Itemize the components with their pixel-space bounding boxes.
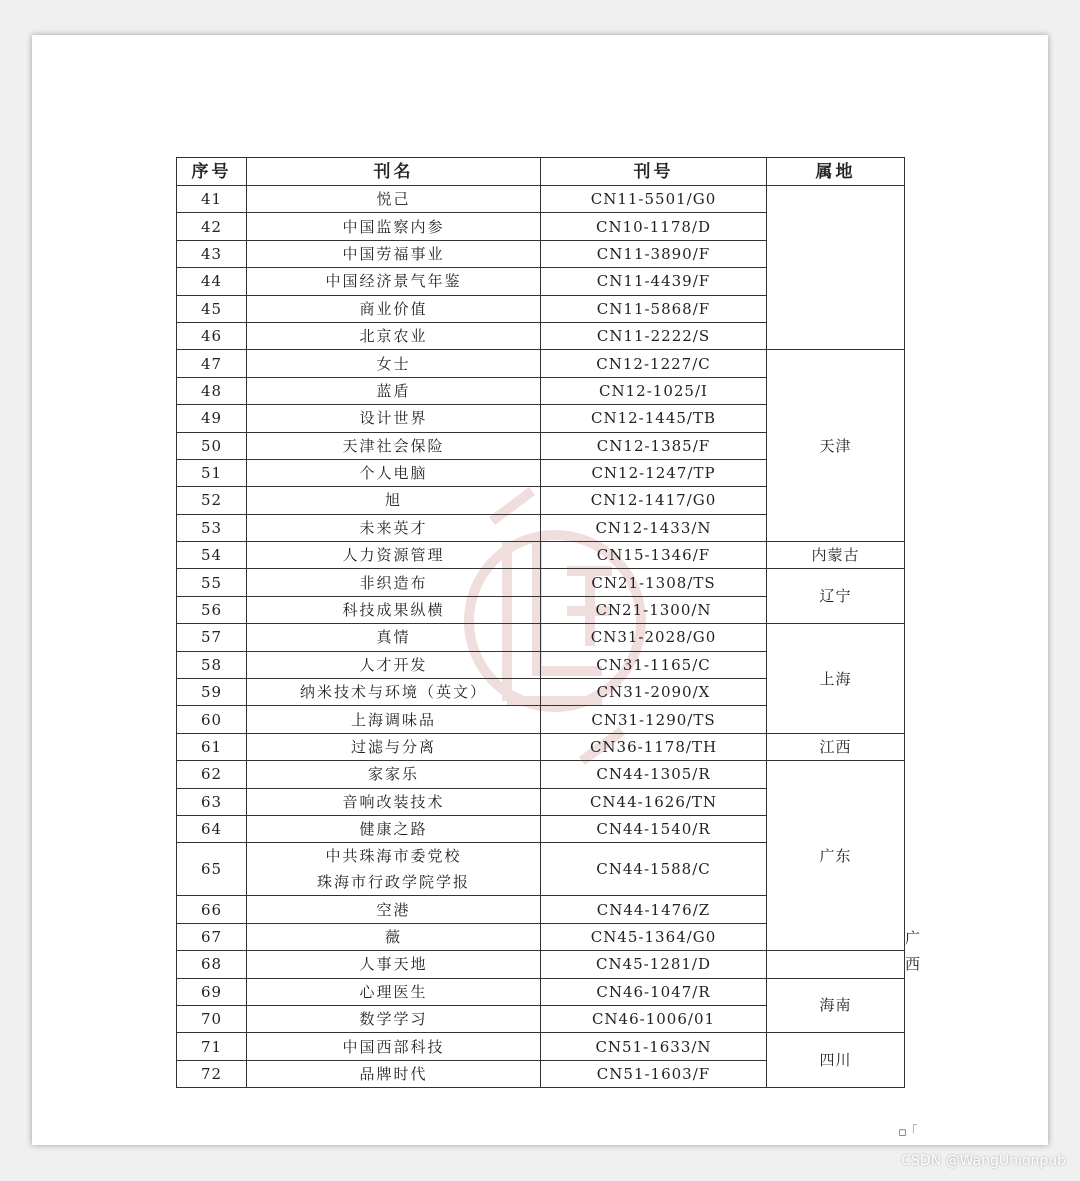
cell-serial: 56 bbox=[177, 596, 247, 623]
cell-issn: CN44-1305/R bbox=[541, 761, 767, 788]
cell-serial: 51 bbox=[177, 459, 247, 486]
cell-region: 江西 bbox=[767, 733, 905, 760]
cell-issn: CN45-1364/G0 bbox=[541, 923, 767, 950]
cell-issn: CN21-1300/N bbox=[541, 596, 767, 623]
table-row bbox=[177, 542, 905, 569]
cell-region: 内蒙古 bbox=[767, 542, 905, 569]
cell-serial: 58 bbox=[177, 651, 247, 678]
cell-serial: 48 bbox=[177, 377, 247, 404]
cell-issn: CN31-2090/X bbox=[541, 679, 767, 706]
cell-region: 四川 bbox=[767, 1033, 905, 1088]
cell-issn: CN36-1178/TH bbox=[541, 733, 767, 760]
cell-serial: 64 bbox=[177, 815, 247, 842]
cell-serial: 71 bbox=[177, 1033, 247, 1060]
cell-issn: CN31-1290/TS bbox=[541, 706, 767, 733]
cell-journal-name: 数学学习 bbox=[247, 1005, 541, 1032]
csdn-watermark: CSDN @WangUnionpub bbox=[901, 1153, 1066, 1169]
cell-issn: CN31-1165/C bbox=[541, 651, 767, 678]
cell-journal-name: 科技成果纵横 bbox=[247, 596, 541, 623]
cell-journal-name: 中国西部科技 bbox=[247, 1033, 541, 1060]
cell-journal-name: 品牌时代 bbox=[247, 1060, 541, 1087]
cell-serial: 45 bbox=[177, 295, 247, 322]
table-row bbox=[177, 186, 905, 213]
cell-issn: CN11-5501/G0 bbox=[541, 186, 767, 213]
cell-serial: 60 bbox=[177, 706, 247, 733]
cell-issn: CN44-1626/TN bbox=[541, 788, 767, 815]
cell-journal-name: 人事天地 bbox=[247, 951, 541, 978]
table-row bbox=[177, 733, 905, 760]
cell-serial: 55 bbox=[177, 569, 247, 596]
cell-serial: 61 bbox=[177, 733, 247, 760]
cell-serial: 69 bbox=[177, 978, 247, 1005]
cell-serial: 66 bbox=[177, 896, 247, 923]
cell-issn: CN21-1308/TS bbox=[541, 569, 767, 596]
cell-region: 海南 bbox=[767, 978, 905, 1033]
cell-issn: CN12-1025/I bbox=[541, 377, 767, 404]
journal-table bbox=[176, 157, 905, 1088]
cell-journal-name: 薇 bbox=[247, 923, 541, 950]
header-journal-name: 刊名 bbox=[247, 158, 541, 186]
cell-serial: 63 bbox=[177, 788, 247, 815]
cell-issn: CN51-1603/F bbox=[541, 1060, 767, 1087]
cell-issn: CN11-5868/F bbox=[541, 295, 767, 322]
cell-journal-name: 天津社会保险 bbox=[247, 432, 541, 459]
table-body bbox=[177, 186, 905, 1088]
header-serial: 序号 bbox=[177, 158, 247, 186]
cell-journal-name: 中国经济景气年鉴 bbox=[247, 268, 541, 295]
cell-issn: CN12-1445/TB bbox=[541, 405, 767, 432]
cell-issn: CN11-2222/S bbox=[541, 322, 767, 349]
cell-issn: CN12-1433/N bbox=[541, 514, 767, 541]
cell-issn: CN15-1346/F bbox=[541, 542, 767, 569]
cell-issn: CN12-1227/C bbox=[541, 350, 767, 377]
cell-serial: 52 bbox=[177, 487, 247, 514]
cell-region: 广东 bbox=[767, 761, 905, 951]
table-row bbox=[177, 951, 905, 978]
cell-issn: CN12-1247/TP bbox=[541, 459, 767, 486]
cell-issn: CN10-1178/D bbox=[541, 213, 767, 240]
cell-region: 辽宁 bbox=[767, 569, 905, 624]
cell-serial: 50 bbox=[177, 432, 247, 459]
cell-journal-name: 女士 bbox=[247, 350, 541, 377]
cell-journal-name: 人力资源管理 bbox=[247, 542, 541, 569]
cell-region bbox=[767, 186, 905, 350]
cell-journal-name: 中国监察内参 bbox=[247, 213, 541, 240]
cell-serial: 47 bbox=[177, 350, 247, 377]
cell-issn: CN44-1540/R bbox=[541, 815, 767, 842]
cell-journal-name: 空港 bbox=[247, 896, 541, 923]
cell-region: 天津 bbox=[767, 350, 905, 542]
table-row bbox=[177, 624, 905, 651]
cell-journal-name: 未来英才 bbox=[247, 514, 541, 541]
cell-journal-name: 过滤与分离 bbox=[247, 733, 541, 760]
cell-serial: 53 bbox=[177, 514, 247, 541]
cell-serial: 43 bbox=[177, 240, 247, 267]
cell-journal-name: 家家乐 bbox=[247, 761, 541, 788]
cell-journal-name: 蓝盾 bbox=[247, 377, 541, 404]
cell-issn: CN11-3890/F bbox=[541, 240, 767, 267]
cell-issn: CN46-1006/01 bbox=[541, 1005, 767, 1032]
table-row bbox=[177, 569, 905, 596]
cell-issn: CN11-4439/F bbox=[541, 268, 767, 295]
cell-serial: 72 bbox=[177, 1060, 247, 1087]
cell-journal-name: 设计世界 bbox=[247, 405, 541, 432]
cell-journal-name: 商业价值 bbox=[247, 295, 541, 322]
cell-journal-name: 悦己 bbox=[247, 186, 541, 213]
cell-journal-name: 心理医生 bbox=[247, 978, 541, 1005]
table-header-row bbox=[177, 158, 905, 186]
cell-journal-name: 真情 bbox=[247, 624, 541, 651]
cell-serial: 42 bbox=[177, 213, 247, 240]
cell-journal-name: 人才开发 bbox=[247, 651, 541, 678]
cell-issn: CN46-1047/R bbox=[541, 978, 767, 1005]
cell-journal-name: 非织造布 bbox=[247, 569, 541, 596]
cell-journal-name: 音响改装技术 bbox=[247, 788, 541, 815]
cell-serial: 49 bbox=[177, 405, 247, 432]
cell-serial: 46 bbox=[177, 322, 247, 349]
cell-serial: 57 bbox=[177, 624, 247, 651]
journal-name-line: 中共珠海市委党校 bbox=[325, 847, 462, 866]
cell-serial: 62 bbox=[177, 761, 247, 788]
cell-serial: 41 bbox=[177, 186, 247, 213]
cell-journal-name: 纳米技术与环境（英文） bbox=[247, 679, 541, 706]
cell-journal-name: 个人电脑 bbox=[247, 459, 541, 486]
cell-issn: CN44-1476/Z bbox=[541, 896, 767, 923]
cell-issn: CN51-1633/N bbox=[541, 1033, 767, 1060]
cell-serial: 68 bbox=[177, 951, 247, 978]
cell-issn: CN12-1417/G0 bbox=[541, 487, 767, 514]
cell-journal-name bbox=[247, 843, 541, 896]
journal-name-line: 珠海市行政学院学报 bbox=[316, 873, 470, 892]
cell-issn: CN31-2028/G0 bbox=[541, 624, 767, 651]
cell-journal-name: 上海调味品 bbox=[247, 706, 541, 733]
cell-serial: 44 bbox=[177, 268, 247, 295]
header-issn: 刊号 bbox=[541, 158, 767, 186]
cell-serial: 67 bbox=[177, 923, 247, 950]
table-row bbox=[177, 1033, 905, 1060]
cell-serial: 54 bbox=[177, 542, 247, 569]
table-row bbox=[177, 761, 905, 788]
table-row bbox=[177, 350, 905, 377]
cell-serial: 70 bbox=[177, 1005, 247, 1032]
header-region: 属地 bbox=[767, 158, 905, 186]
cell-journal-name: 北京农业 bbox=[247, 322, 541, 349]
cell-issn: CN45-1281/D bbox=[541, 951, 767, 978]
table-row bbox=[177, 978, 905, 1005]
cell-issn: CN44-1588/C bbox=[541, 843, 767, 896]
cell-serial: 65 bbox=[177, 843, 247, 896]
page-mark: ▫ ｢ bbox=[898, 1125, 918, 1140]
cell-serial: 59 bbox=[177, 679, 247, 706]
cell-journal-name: 健康之路 bbox=[247, 815, 541, 842]
cell-issn: CN12-1385/F bbox=[541, 432, 767, 459]
cell-journal-name: 中国劳福事业 bbox=[247, 240, 541, 267]
cell-journal-name: 旭 bbox=[247, 487, 541, 514]
cell-region: 上海 bbox=[767, 624, 905, 734]
